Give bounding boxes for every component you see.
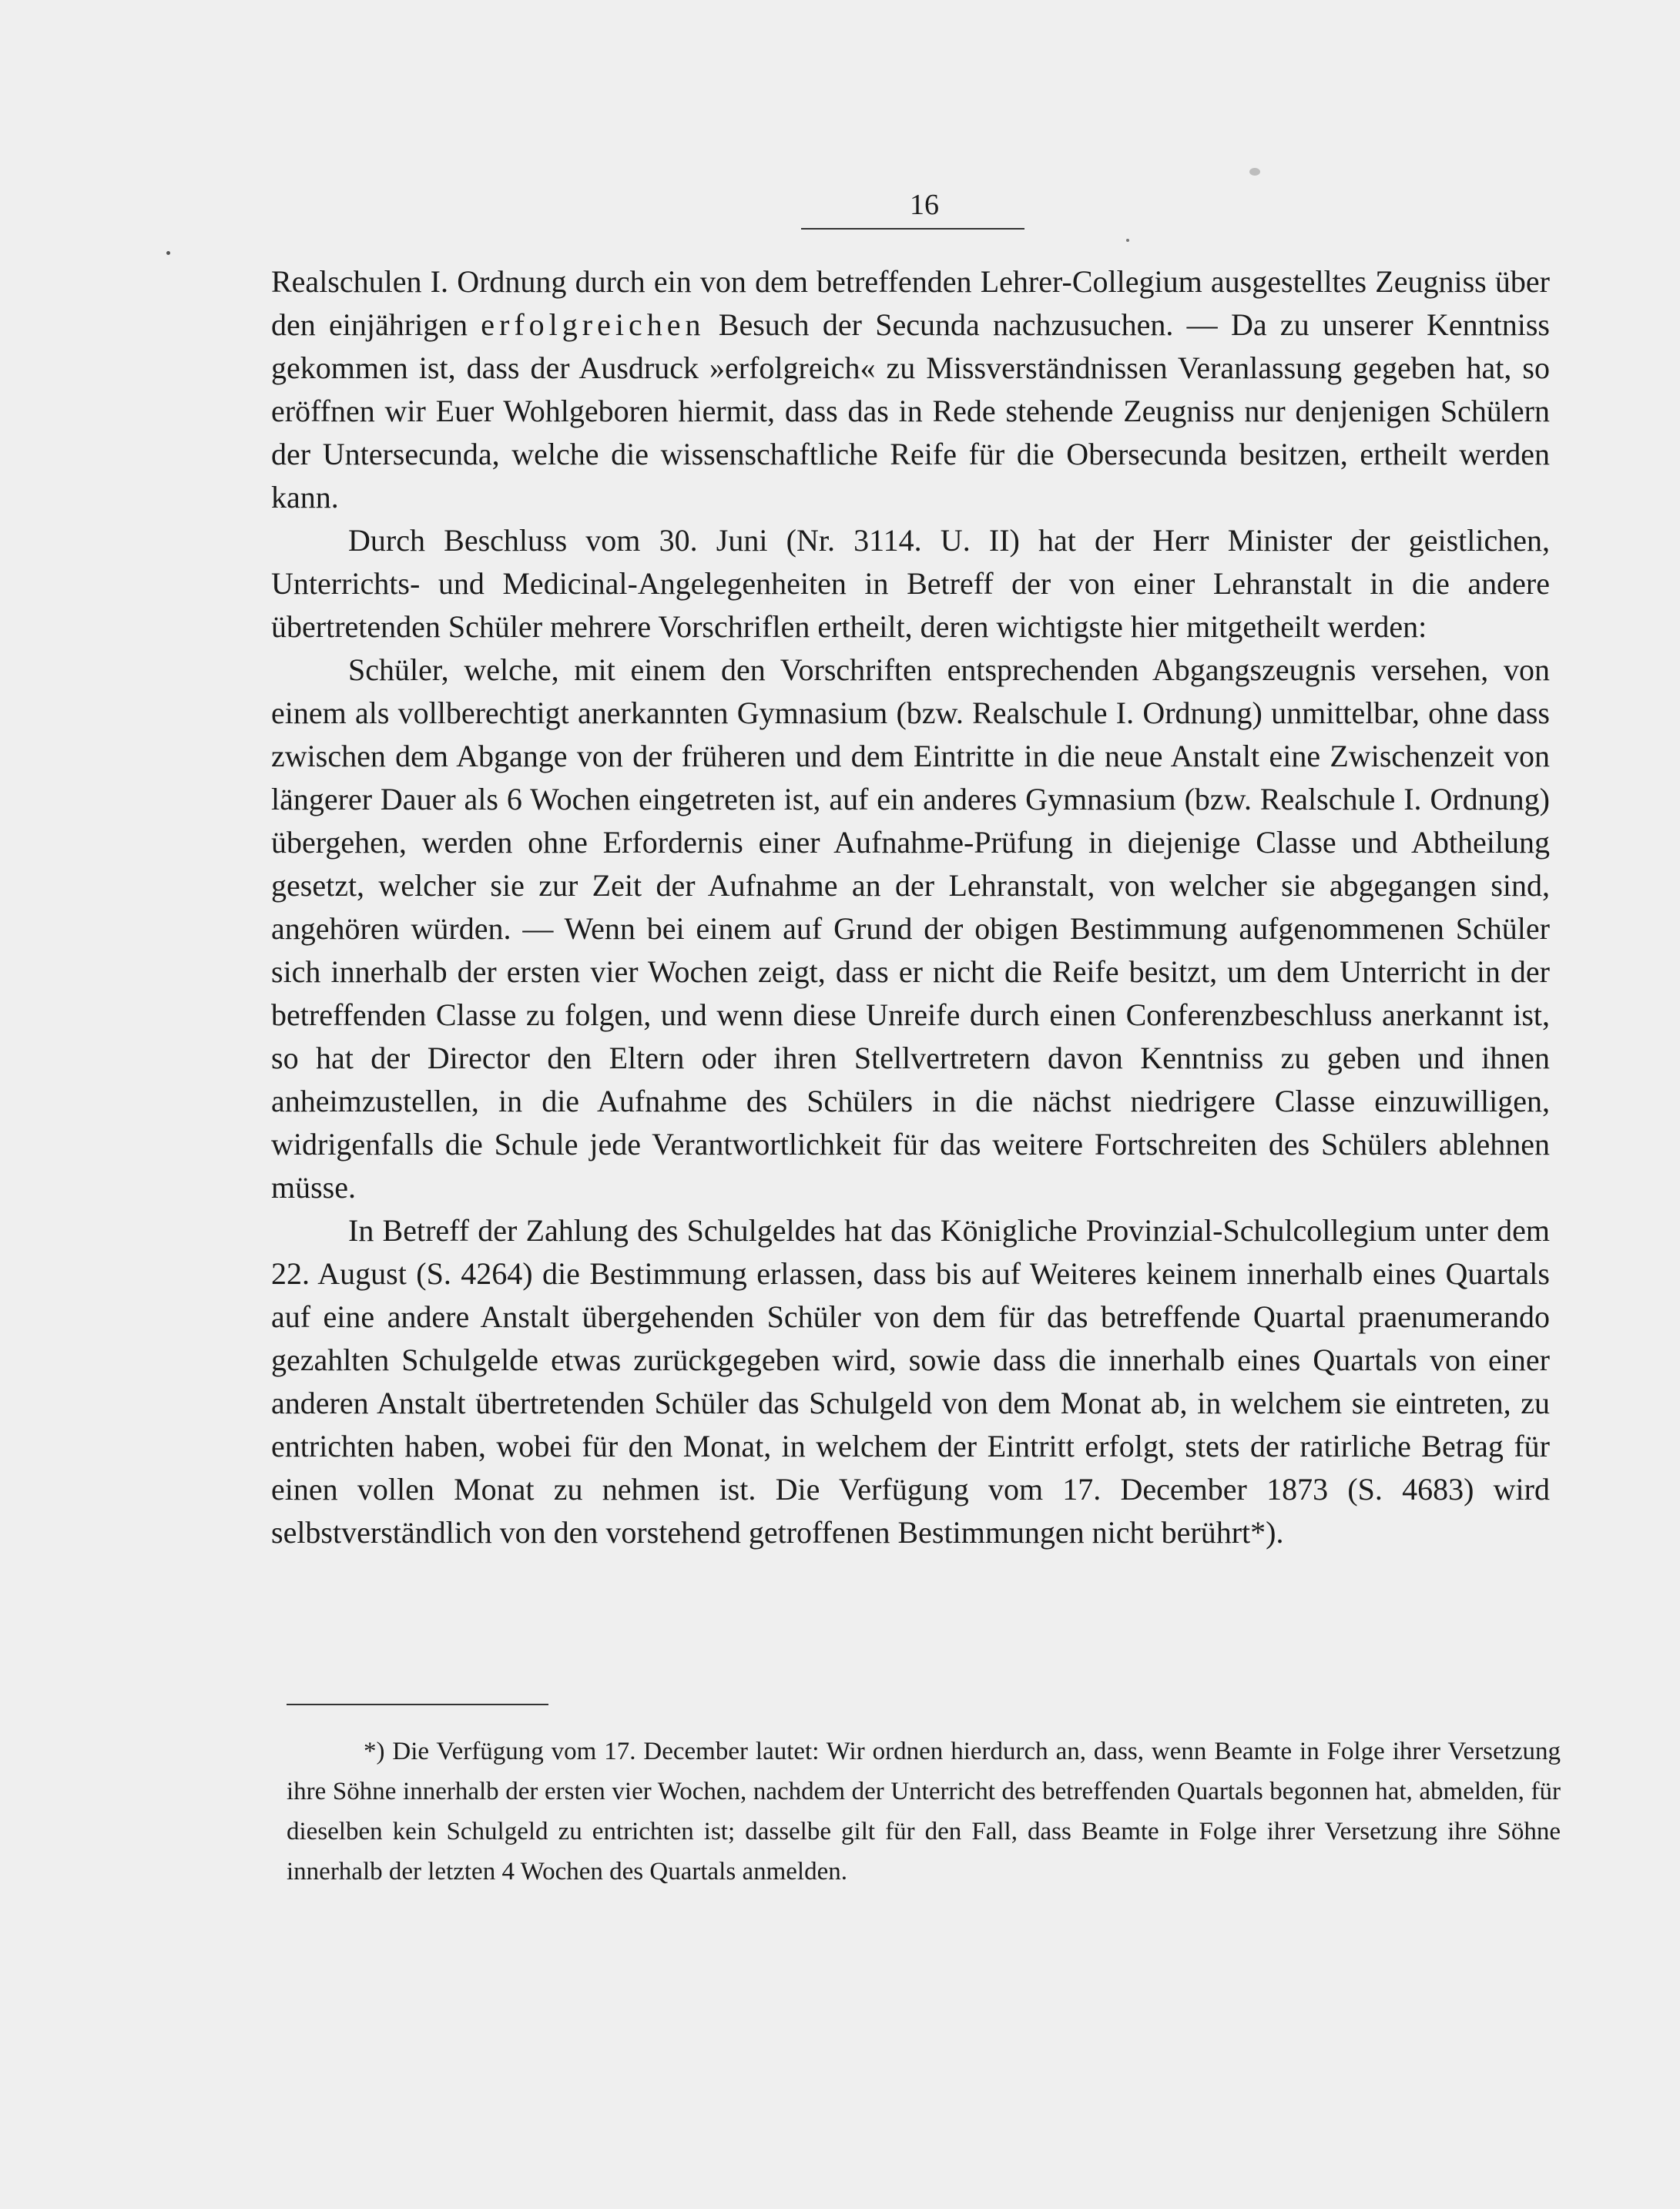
page-number: 16 [910,189,939,221]
paragraph-3: Schüler, welche, mit einem den Vorschriften entsprechenden Abgangszeugnis versehen, von einem als vollberechtigt anerkannten Gymnasium (bzw. Realschule I. Ordnung) unmittelbar, ohne dass zwischen dem Abgange von der früheren und dem Eintritte in die neue Anstalt eine Zwischenzeit von längerer Dauer als 6 Wochen eingetreten ist, auf ein anderes Gymnasium (bzw. Realschule I. Ordnung) übergehen, werden ohne Erfordernis einer Aufnahme-Prüfung in diejenige Classe und Abtheilung gesetzt, welcher sie zur Zeit der Aufnahme an der Lehranstalt, von welcher sie abgegangen sind, angehören würden. — Wenn bei einem auf Grund der obigen Bestimmung aufgenommenen Schüler sich innerhalb der ersten vier Wochen zeigt, dass er nicht die Reife besitzt, um dem Unterricht in der betreffenden Classe zu folgen, und wenn diese Unreife durch einen Conferenzbeschluss anerkannt ist, so hat der Director den Eltern oder ihren Stellvertretern davon Kenntniss zu geben und ihnen anheimzustellen, in die Aufnahme des Schülers in die nächst niedrigere Classe einzuwilligen, widrigenfalls die Schule jede Verantwortlichkeit für das weitere Fortschreiten des Schülers ablehnen müsse. [271,652,1550,1205]
paragraph-1-end: Besuch der Secunda nachzusuchen. — Da zu unserer Kenntniss gekommen ist, dass der Ausdruck »erfolgreich« zu Missverständnissen Veranlassung gegeben hat, so eröffnen wir Euer Wohlgeboren hiermit, dass das in Rede stehende Zeugniss nur denjenigen Schülern der Untersecunda, welche die wissenschaftliche Reife für die Obersecunda besitzen, ertheilt werden kann. [271,307,1550,515]
paragraph-2: Durch Beschluss vom 30. Juni (Nr. 3114. U. II) hat der Herr Minister der geistlichen, Unterrichts- und Medicinal-Angelegenheiten in Betreff der von einer Lehranstalt in die andere übertretenden Schüler mehrere Vorschriflen ertheilt, deren wichtigste hier mitgetheilt werden: [271,523,1550,644]
main-text [271,260,1550,1554]
footnote-rule [287,1704,548,1705]
paragraph-1 [271,260,1550,519]
paragraph-1-start: Realschulen I. Ordnung durch ein von dem betreffenden Lehrer-Collegium ausgestelltes Zeugniss über den einjährigen [271,264,1550,342]
paper-speck [1249,168,1260,176]
paper-speck [166,251,170,255]
spaced-emphasis-word: erfolgreichen [481,307,706,342]
footnote: *) Die Verfügung vom 17. December lautet: Wir ordnen hierdurch an, dass, wenn Beamte in Folge ihrer Versetzung ihre Söhne innerhalb der ersten vier Wochen, nachdem der Unterricht des betreffenden Quartals begonnen hat, abmelden, für dieselben kein Schulgeld zu entrichten ist; dasselbe gilt für den Fall, dass Beamte in Folge ihrer Versetzung ihre Söhne innerhalb der letzten 4 Wochen des Quartals anmelden. [287,1738,1561,1886]
paragraph-4: In Betreff der Zahlung des Schulgeldes hat das Königliche Provinzial-Schulcollegium unter dem 22. August (S. 4264) die Bestimmung erlassen, dass bis auf Weiteres keinem innerhalb eines Quartals auf eine andere Anstalt übergehenden Schüler von dem für das betreffende Quartal praenumerando gezahlten Schulgelde etwas zurückgegeben wird, sowie dass die innerhalb eines Quartals von einer anderen Anstalt übertretenden Schüler das Schulgeld von dem Monat ab, in welchem sie eintreten, zu entrichten haben, wobei für den Monat, in welchem der Eintritt erfolgt, stets der ratirliche Betrag für einen vollen Monat zu nehmen ist. Die Verfügung vom 17. December 1873 (S. 4683) wird selbstverständlich von den vorstehend getroffenen Bestimmungen nicht berührt*). [271,1213,1550,1550]
header-rule [801,228,1024,230]
paper-speck [1126,239,1129,242]
